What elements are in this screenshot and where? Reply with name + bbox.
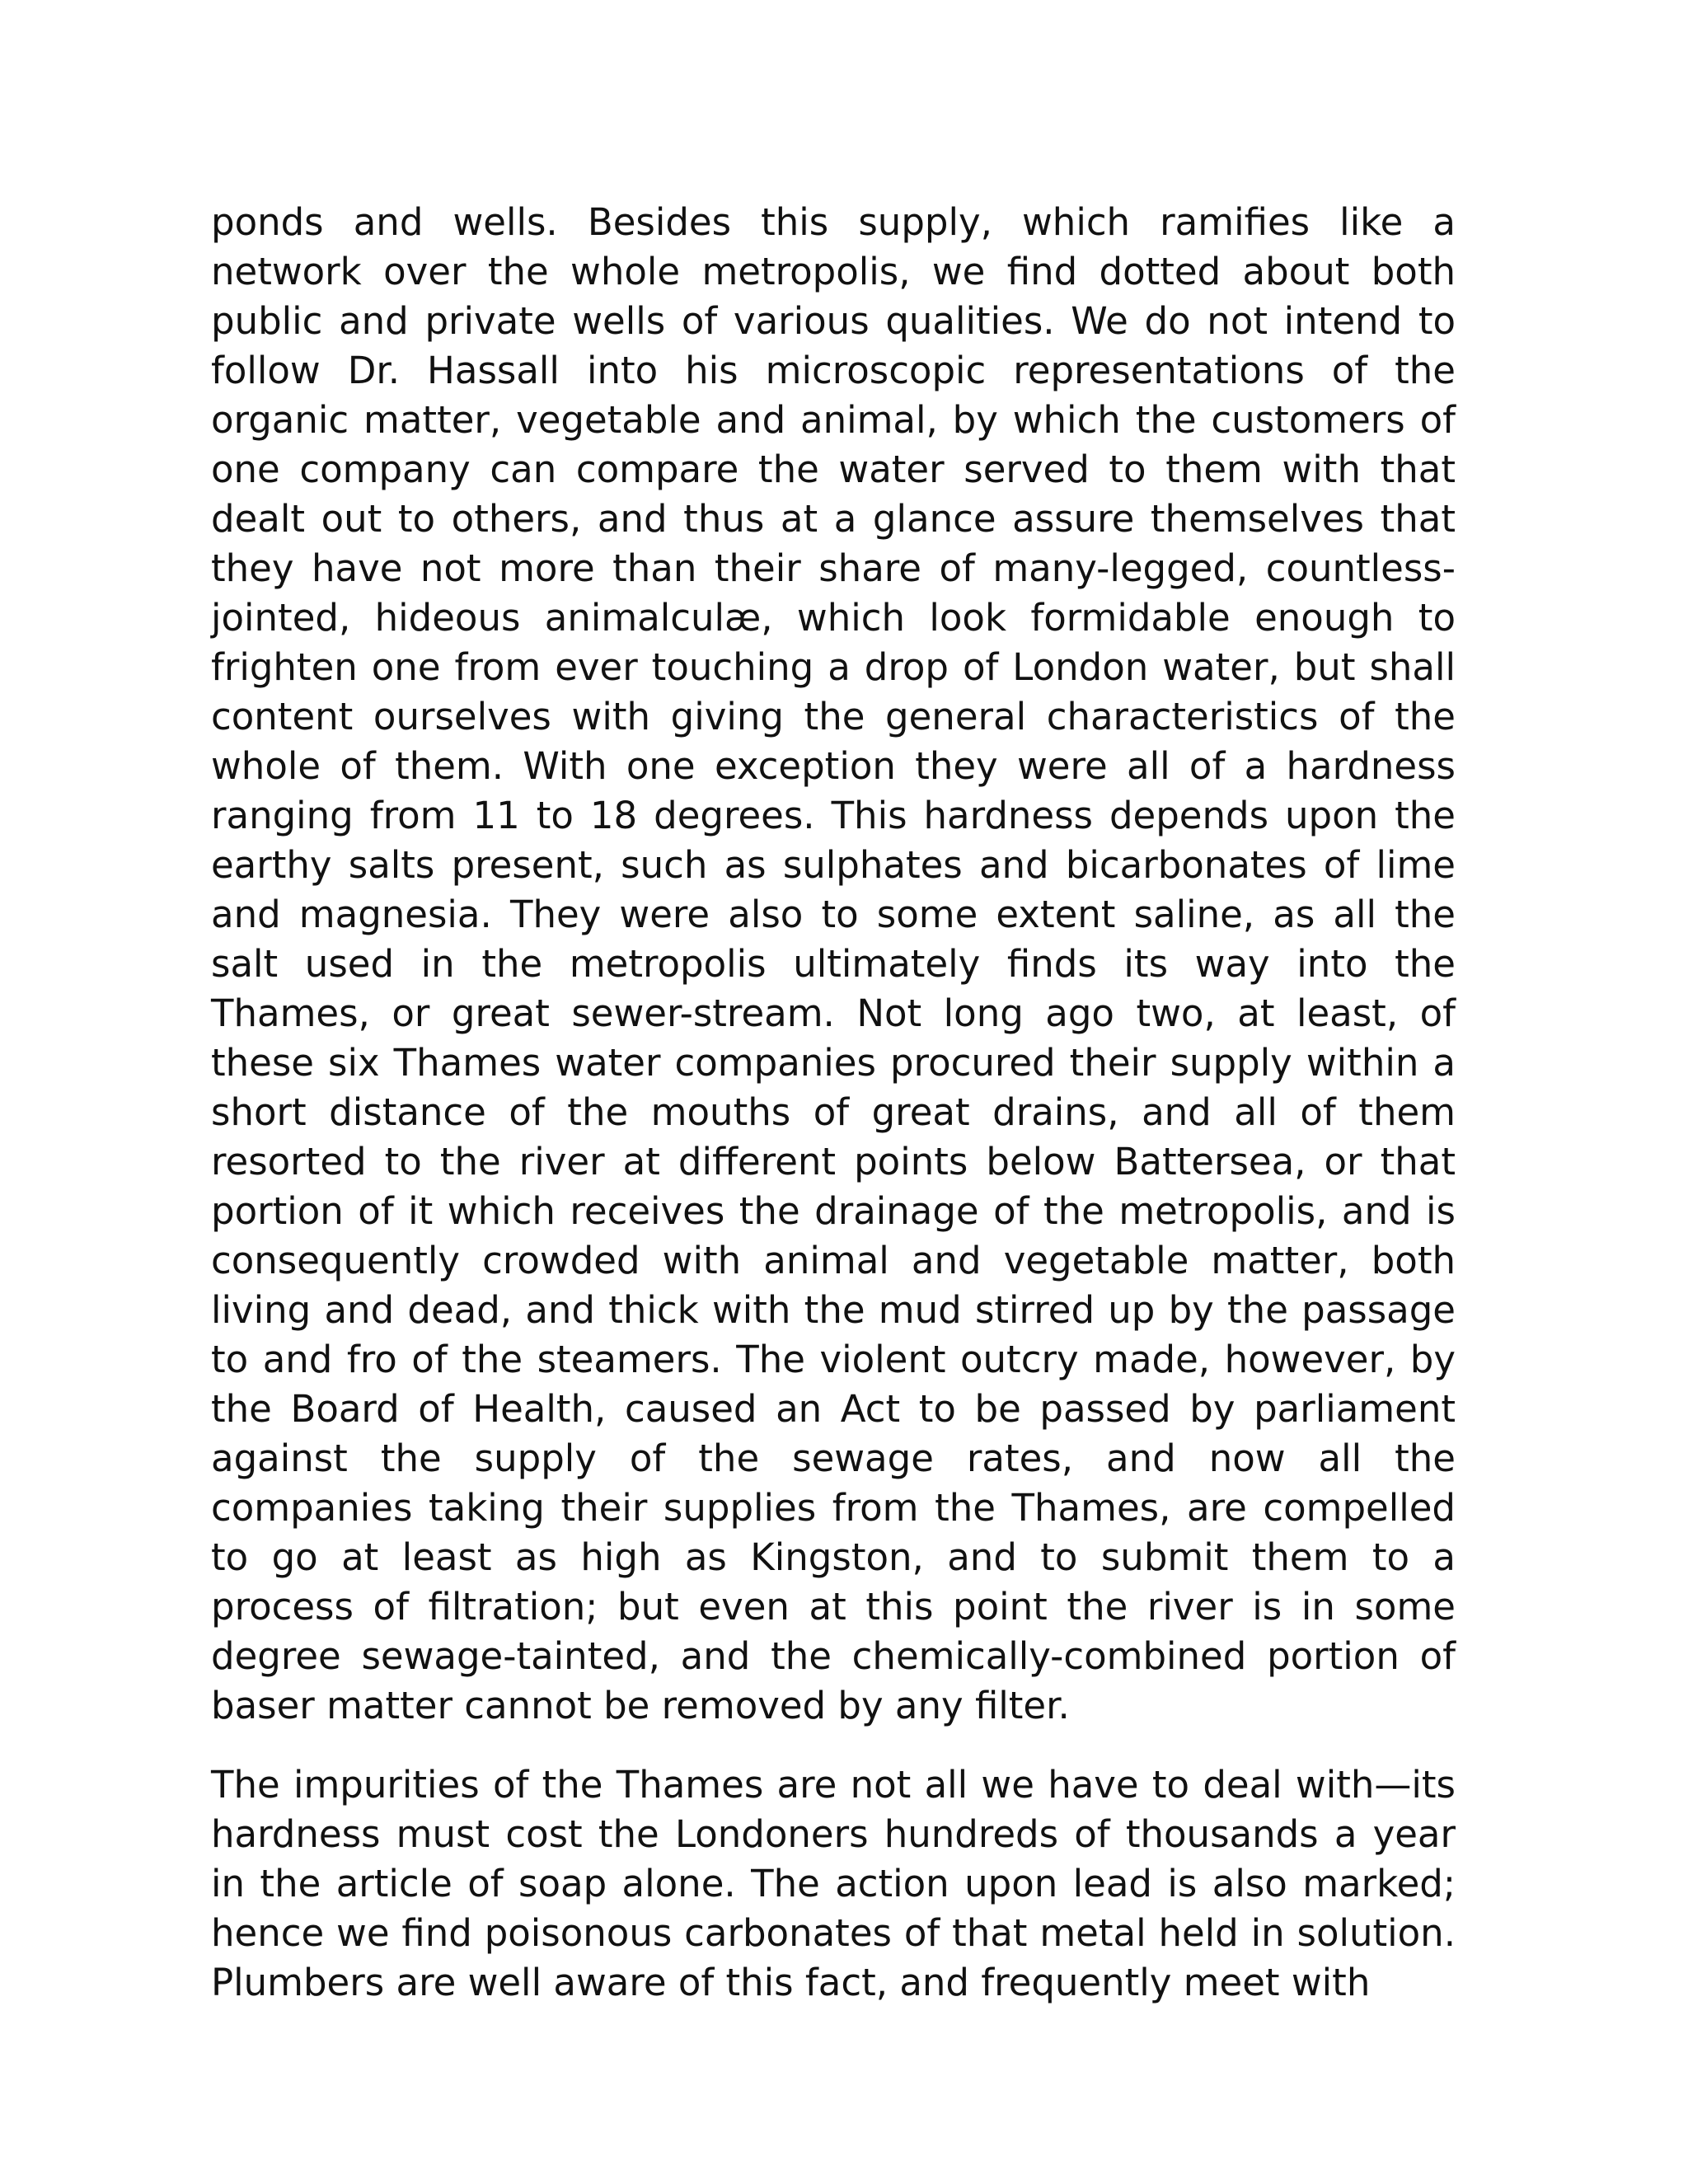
paragraph-thames-impurities: The impurities of the Thames are not all we have to deal with—its hardness must cost the Londoners hundreds of thousands a year in the article of soap alone. The action upon lead is also marked; hence we find poisonous carbonates of that metal held in solution. Plumbers are well aware of this fact, and frequently meet with <box>211 1763 1456 2004</box>
page-text <box>211 198 1456 2008</box>
paragraph-water-supply: ponds and wells. Besides this supply, which ramifies like a network over the whole metropolis, we find dotted about both public and private wells of various qualities. We do not intend to follow Dr. Hassall into his microscopic representations of the organic matter, vegetable and animal, by which the customers of one company can compare the water served to them with that dealt out to others, and thus at a glance assure themselves that they have not more than their share of many-legged, countless-jointed, hideous animalculæ, which look formidable enough to frighten one from ever touching a drop of London water, but shall content ourselves with giving the general characteristics of the whole of them. With one exception they were all of a hardness ranging from 11 to 18 degrees. This hardness depends upon the earthy salts present, such as sulphates and bicarbonates of lime and magnesia. They were also to some extent saline, as all the salt used in the metropolis ultimately finds its way into the Thames, or great sewer-stream. Not long ago two, at least, of these six Thames water companies procured their supply within a short distance of the mouths of great drains, and all of them resorted to the river at different points below Battersea, or that portion of it which receives the drainage of the metropolis, and is consequently crowded with animal and vegetable matter, both living and dead, and thick with the mud stirred up by the passage to and fro of the steamers. The violent outcry made, however, by the Board of Health, caused an Act to be passed by parliament against the supply of the sewage rates, and now all the companies taking their supplies from the Thames, are compelled to go at least as high as Kingston, and to submit them to a process of filtration; but even at this point the river is in some degree sewage-tainted, and the chemically-combined portion of baser matter cannot be removed by any filter. <box>211 200 1456 1727</box>
